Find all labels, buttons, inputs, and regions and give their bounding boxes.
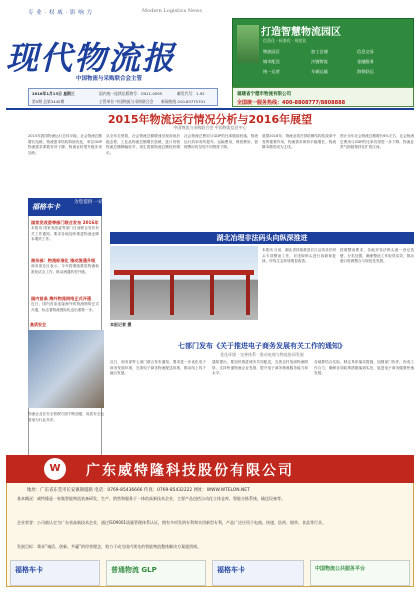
strip-ad-label: 中国物流公共服务平台 [315, 566, 366, 572]
bridge-pier [246, 275, 250, 315]
sidebar-item[interactable] [31, 220, 99, 256]
strip-ad[interactable] [10, 560, 100, 586]
strip-ad[interactable] [310, 560, 410, 586]
strip-ad-label: 普通物流 GLP [111, 566, 157, 574]
sidebar-item-title: 国内首条 海外物流网络正式开通 [31, 296, 92, 301]
article-column: 通知提出，要加快推进城市共同配送，完善农村电商物流网络，支持快递物流企业发展，提升电子商务物流服务能力和水平。 [212, 360, 308, 376]
top-advertisement[interactable] [232, 18, 414, 88]
company-name: 福建省宁德市物流有限公司 [237, 92, 291, 97]
sidebar-item[interactable] [31, 258, 99, 294]
ad-tag: 物流园区 [263, 49, 280, 54]
ad-photo [237, 25, 259, 63]
strip-ad[interactable] [212, 560, 304, 586]
section-notice-subtitle: 优化环境 · 完善体系 · 推动电商与物流协同发展 [220, 352, 304, 357]
section-notice-title[interactable]: 七部门发布《关于推进电子商务发展有关工作的通知》 [178, 342, 346, 350]
strip-ad[interactable] [106, 560, 206, 586]
sidebar-item-body: 本报讯 国家发改委等部门日前联合发布有关工作通知，要求各地加快推进物流业降本增效工作。 [31, 226, 99, 242]
strip-ad-label: 福格车卡 [217, 566, 245, 574]
headline-byline: 中国物流与采购联合会 中国物流信息中心 [173, 125, 247, 130]
masthead-english-name: Modern Logistics News [142, 8, 202, 14]
article-column: 2015年我国物流运行总体平稳，社会物流总额增长趋缓，物流需求结构持续优化，单位GDP物流需求系数有所下降，物流业转型升级步伐加快。 [28, 134, 102, 155]
sidebar-item-body: 近日，国内首条连接海外的物流网络正式开通，标志着物流国际化迈出重要一步。 [31, 302, 99, 312]
issue-number: 第5期 总第3445期 [32, 99, 65, 104]
notice-photo-caption: 高质安全 [30, 322, 46, 327]
article-column: 各地要结合实际，制定具体落实措施，加强部门协作，形成工作合力，确保各项政策措施落到实处，促进电子商务健康快速发展。 [314, 360, 414, 376]
company-contact: 地址：广东省东莞市长安镇锦厦路 电话：0769-85436666 传真：0769-85432222 网址：WWW.WTELON.NET [27, 488, 250, 493]
issue-date: 2016年1月13日 星期三 [32, 91, 75, 96]
sidebar-brand: 福格车卡 [32, 203, 60, 211]
issue-info-bar [28, 88, 218, 106]
masthead-divider [6, 108, 414, 110]
article-column: 按照整治要求，各地对非法码头逐一登记造册，分类处置，确保整治工作取得实效，推动港口资源整合与规范化发展。 [340, 248, 414, 264]
ad-tag: 冷链物流 [311, 59, 328, 64]
ad-tag: 金融服务 [357, 59, 374, 64]
masthead-slogan: 专 业 · 权 威 · 影 响 力 [28, 10, 93, 16]
ad-tag: 加工仓储 [311, 49, 328, 54]
notice-photo [28, 330, 104, 408]
ad-subtitle: 信息化 · 标准化 · 规范化 [263, 38, 307, 43]
article-column: 社会物流总费用与GDP的比率继续回落，物流运行效率有所提升。运输费用、保管费用、管理费用均呈现不同程度下降。 [184, 134, 258, 150]
article-column: 预计全年社会物流总额增长6%左右，社会物流总费用与GDP的比率有望进一步下降，物流业景气指数保持在扩张区间。 [340, 134, 414, 150]
article-column: 物流企业在安全管理方面不断加强，高质安全运营成为行业共识。 [28, 412, 104, 422]
bridge-pier [210, 275, 214, 315]
ad-tag: 城市配送 [263, 59, 280, 64]
company-paragraph: 基本概况：威特隆是一家集智能物流装备研发、生产、销售和服务于一体的高新技术企业，主要产品包括自动化立体仓库、智能分拣系统、输送设备等。 [17, 496, 285, 501]
company-name: 广东威特隆科技股份有限公司 [86, 463, 294, 479]
ad-tag: 信息交易 [357, 49, 374, 54]
bridge-pier [130, 275, 134, 315]
issue-line: 主管单位 中国物流与采购联合会 [99, 99, 154, 104]
company-ad-banner [6, 455, 414, 483]
logistics-company-ad[interactable] [232, 87, 414, 107]
sidebar-item-title: 国家发改委等部门联合发布 2016年 [31, 220, 99, 225]
bridge-pier [170, 275, 174, 315]
ad-tag: 车辆运输 [311, 69, 328, 74]
main-headline[interactable]: 2015年物流运行情况分析与2016年展望 [107, 113, 313, 126]
masthead-tagline: 中国物流与采购联合会主管 [76, 76, 143, 82]
article-column: 展望2016年，物流业将在供给侧结构性改革中发挥重要作用，物流需求保持平稳增长，物流降本增效成为主线。 [262, 134, 336, 150]
issue-line: 邮发代号：1-92 [177, 91, 205, 96]
sidebar-item-body: 商务部近日表示，今年将继续推进物流标准化试点工作，推动流通转型升级。 [31, 264, 99, 274]
sidebar-tag: 为您提供 一站式服务 [74, 200, 117, 205]
company-paragraph: 企业荣誉：公司被认定为广东省高新技术企业，通过ISO9001质量管理体系认证，拥有多项发明专利和实用新型专利，产品广泛应用于电商、快递、医药、烟草、食品等行业。 [17, 520, 327, 525]
bridge-deck [114, 270, 254, 275]
issue-line: 新闻热线 010-83775701 [161, 99, 206, 104]
bridge-photo-caption: 本报记者 摄 [110, 322, 132, 327]
company-logo-icon: W [44, 458, 66, 480]
bridge-photo [110, 246, 258, 320]
company-paragraph: 发展目标：秉承“诚信、创新、共赢”的经营理念，致力于成为国内领先的智能物流整体解决方案提供商。 [17, 544, 202, 549]
issue-line: 国内统一连续出版物号：CN11-0095 [99, 91, 163, 96]
ad-tag: 统一运营 [263, 69, 280, 74]
newspaper-logo: 现代物流报 [6, 39, 177, 77]
article-column: 本报讯 日前，湖北省持续推进长江沿线非法码头专项整治工作，对违规码头进行拆除和复绿，岸线生态环境明显改善。 [262, 248, 336, 264]
sidebar-header [28, 198, 117, 216]
company-phone: 全国统一服务热线：400-8808777/8808888 [237, 100, 346, 106]
strip-ad-label: 福格车卡 [15, 566, 43, 574]
article-column: 从全年走势看，社会物流总额增速呈现前低后稳态势，工业品物流总额增长放缓，进口货物物流总额降幅收窄，再生资源物流总额较快增长。 [106, 134, 180, 155]
ad-title: 打造智慧物流园区 [261, 27, 341, 38]
ad-tag: 海铁联运 [357, 69, 374, 74]
article-column: 近日，商务部等七部门联合发布通知，要求进一步优化电子商务发展环境，完善电子商务物流配送体系，推动线上线下融合发展。 [110, 360, 206, 376]
section-bridge-title[interactable]: 湖北冶理非法码头向纵深推进 [110, 232, 414, 244]
sidebar-item-title: 商务部：物流标准化 推动流通升级 [31, 258, 96, 263]
